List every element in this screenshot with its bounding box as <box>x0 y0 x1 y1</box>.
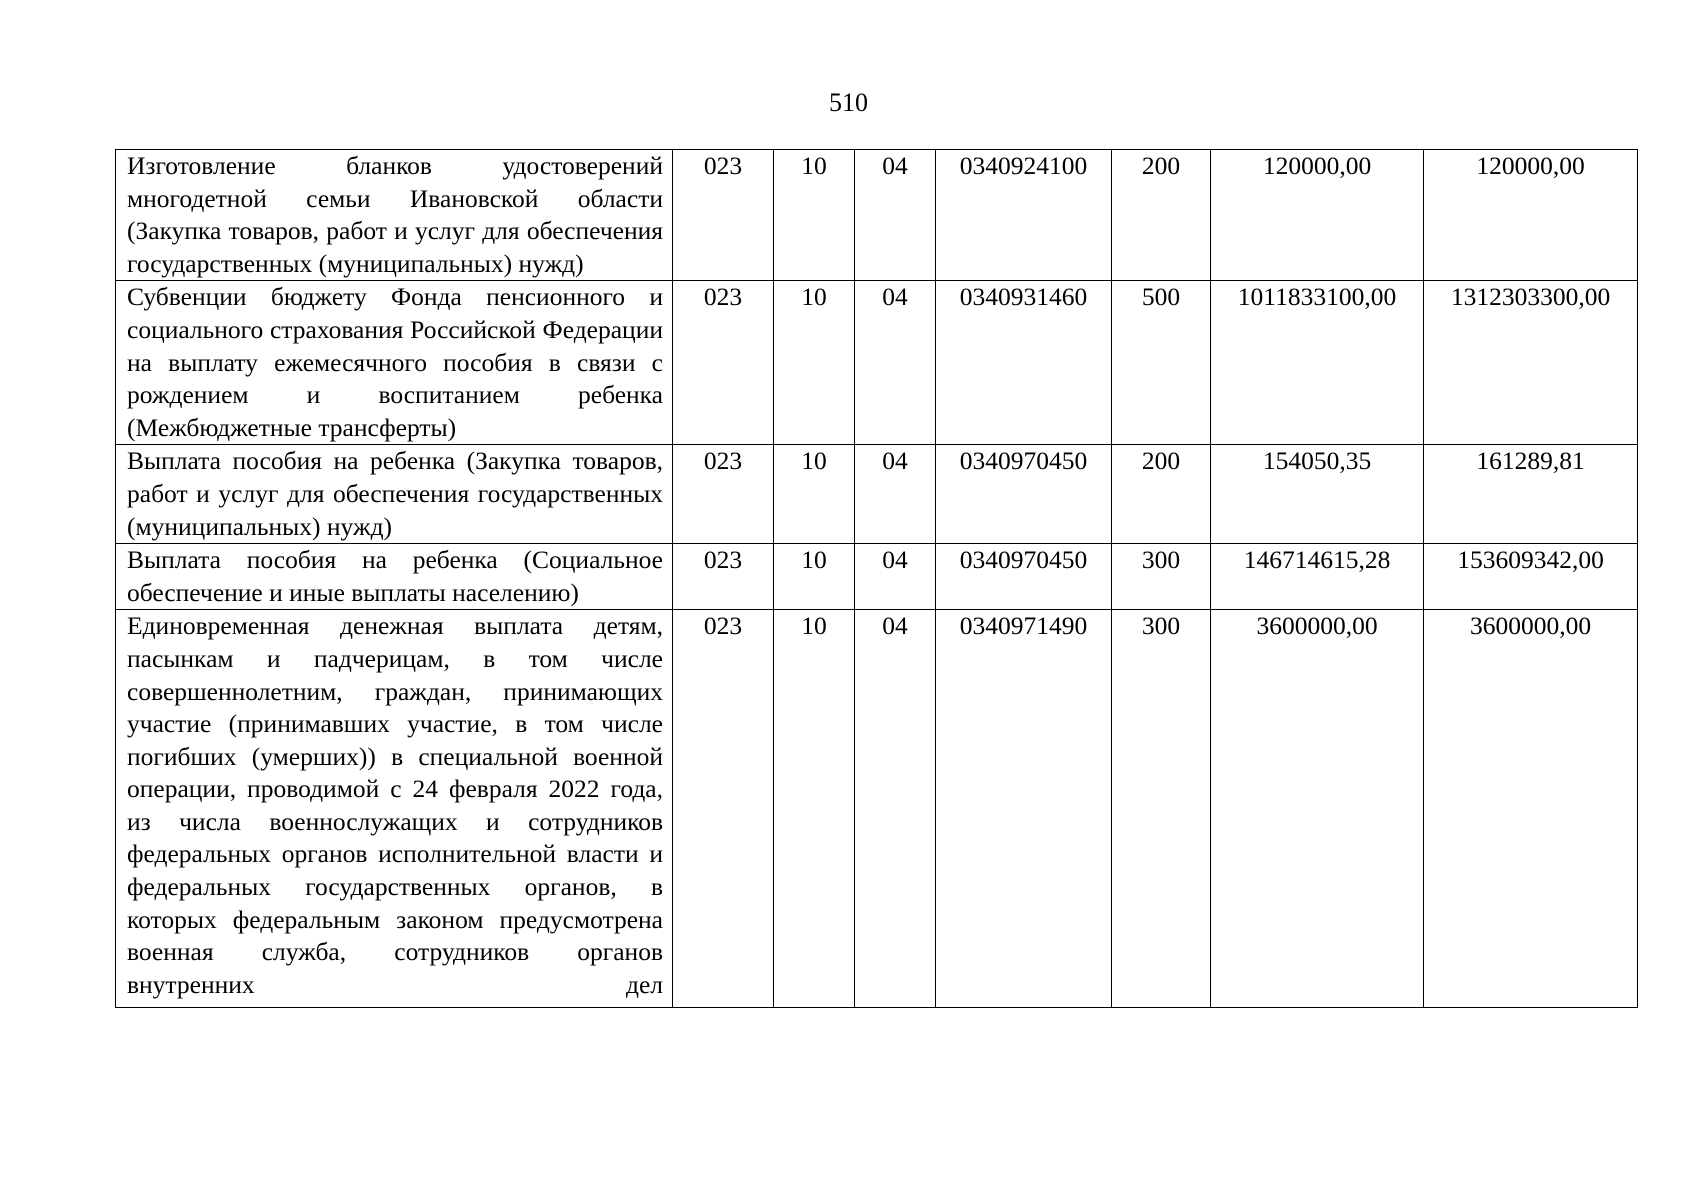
amount-year2: 3600000,00 <box>1424 610 1638 1008</box>
table-row <box>116 445 1638 544</box>
section-code: 10 <box>774 544 855 610</box>
budget-table <box>115 149 1638 1008</box>
table-row <box>116 610 1638 1008</box>
ministry-code: 023 <box>673 544 774 610</box>
target-article-code: 0340970450 <box>936 445 1112 544</box>
amount-year1: 154050,35 <box>1211 445 1424 544</box>
target-article-code: 0340931460 <box>936 281 1112 445</box>
target-article-code: 0340970450 <box>936 544 1112 610</box>
page-number: 510 <box>829 88 868 117</box>
expense-type-code: 500 <box>1112 281 1211 445</box>
amount-year1: 3600000,00 <box>1211 610 1424 1008</box>
section-code: 10 <box>774 281 855 445</box>
section-code: 10 <box>774 610 855 1008</box>
subsection-code: 04 <box>855 544 936 610</box>
amount-year1: 120000,00 <box>1211 150 1424 281</box>
ministry-code: 023 <box>673 610 774 1008</box>
amount-year1: 146714615,28 <box>1211 544 1424 610</box>
ministry-code: 023 <box>673 150 774 281</box>
row-description: Изготовление бланков удостоверений многодетной семьи Ивановской области (Закупка товаров, работ и услуг для обеспечения государственных (муниципальных) нужд) <box>116 150 673 281</box>
subsection-code: 04 <box>855 281 936 445</box>
expense-type-code: 300 <box>1112 544 1211 610</box>
row-description: Субвенции бюджету Фонда пенсионного и социального страхования Российской Федерации на выплату ежемесячного пособия в связи с рождением и воспитанием ребенка (Межбюджетные трансферты) <box>116 281 673 445</box>
subsection-code: 04 <box>855 150 936 281</box>
table-row <box>116 544 1638 610</box>
section-code: 10 <box>774 445 855 544</box>
amount-year2: 120000,00 <box>1424 150 1638 281</box>
expense-type-code: 300 <box>1112 610 1211 1008</box>
amount-year2: 1312303300,00 <box>1424 281 1638 445</box>
amount-year2: 161289,81 <box>1424 445 1638 544</box>
ministry-code: 023 <box>673 281 774 445</box>
table-row <box>116 281 1638 445</box>
subsection-code: 04 <box>855 445 936 544</box>
section-code: 10 <box>774 150 855 281</box>
row-description: Выплата пособия на ребенка (Закупка товаров, работ и услуг для обеспечения государственных (муниципальных) нужд) <box>116 445 673 544</box>
row-description: Выплата пособия на ребенка (Социальное обеспечение и иные выплаты населению) <box>116 544 673 610</box>
row-description: Единовременная денежная выплата детям, пасынкам и падчерицам, в том числе совершеннолетним, граждан, принимающих участие (принимавших участие, в том числе погибших (умерших)) в специальной военной операции, проводимой с 24 февраля 2022 года, из числа военнослужащих и сотрудников федеральных органов исполнительной власти и федеральных государственных органов, в которых федеральным законом предусмотрена военная служба, сотрудников органов внутренних дел <box>116 610 673 1008</box>
target-article-code: 0340971490 <box>936 610 1112 1008</box>
ministry-code: 023 <box>673 445 774 544</box>
amount-year1: 1011833100,00 <box>1211 281 1424 445</box>
amount-year2: 153609342,00 <box>1424 544 1638 610</box>
subsection-code: 04 <box>855 610 936 1008</box>
table-row <box>116 150 1638 281</box>
target-article-code: 0340924100 <box>936 150 1112 281</box>
expense-type-code: 200 <box>1112 150 1211 281</box>
expense-type-code: 200 <box>1112 445 1211 544</box>
